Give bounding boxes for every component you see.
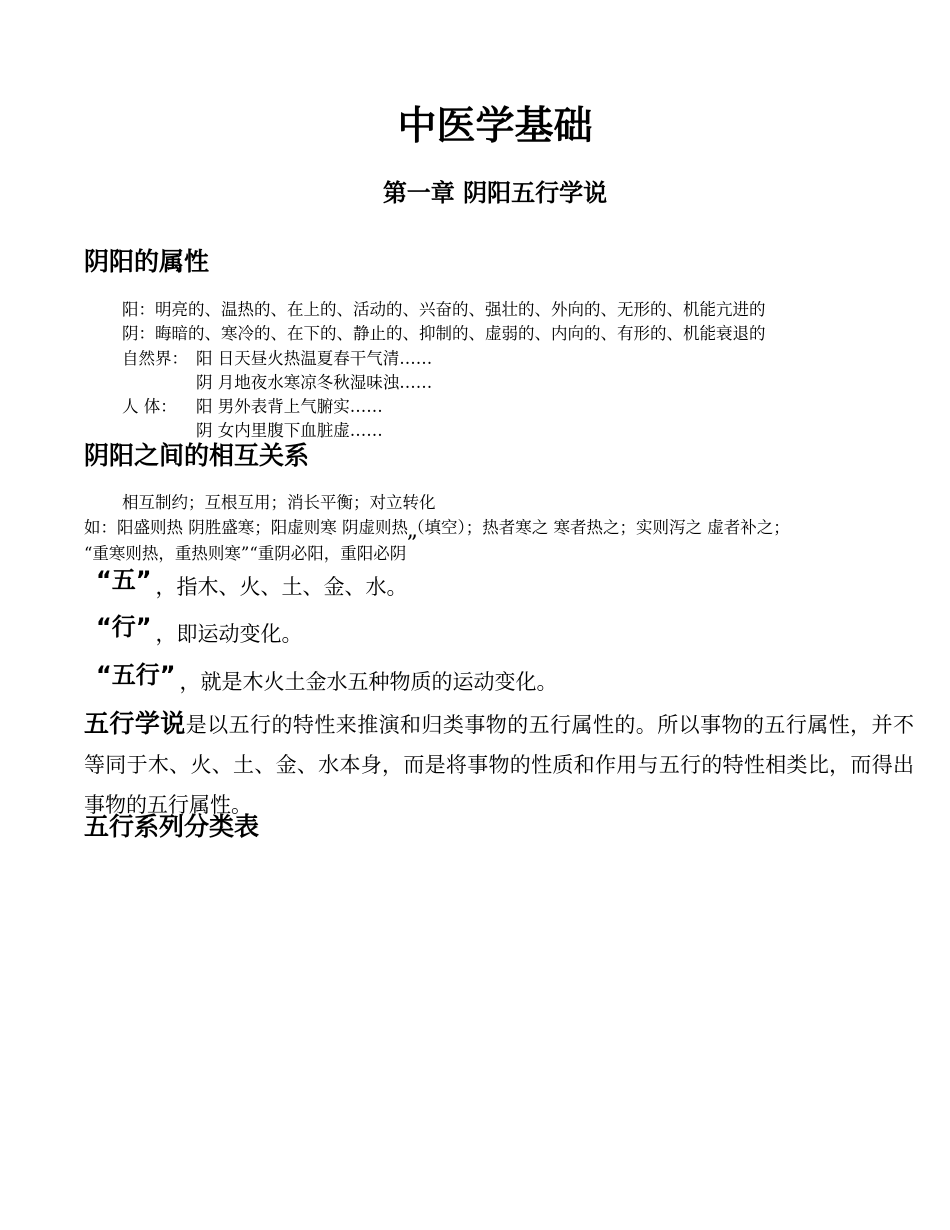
wuxing-term: “五行” — [96, 661, 176, 689]
section-heading-classification-table: 五行系列分类表 — [84, 812, 260, 841]
body-yang-line: 阳 男外表背上气腑实…… — [196, 397, 383, 416]
wu-definition — [96, 560, 408, 599]
chapter-title: 第一章 阴阳五行学说 — [382, 179, 608, 207]
nature-label: 自然界： — [122, 349, 188, 368]
relations-summary-line: 相互制约；互根互用；消长平衡；对立转化 — [122, 493, 436, 512]
relations-example-line: 如：阳盛则热 阴胜盛寒；阳虚则寒 阴虚则热（填空）；热者寒之 寒者热之；实则泻之 虚者补之； — [84, 518, 790, 537]
yin-attributes-line: 阴：晦暗的、寒冷的、在下的、静止的、抑制的、虚弱的、内向的、有形的、机能衰退的 — [122, 324, 766, 343]
xing-text: ，即运动变化。 — [155, 622, 303, 646]
wuxing-theory-term: 五行学说 — [84, 709, 186, 738]
xing-term: “行” — [96, 613, 152, 641]
nature-yang-line: 阳 日天昼火热温夏春干气清…… — [196, 349, 433, 368]
wu-text: ，指木、火、土、金、水。 — [155, 575, 408, 599]
body-yin-line: 阴 女内里腹下血脏虚…… — [196, 421, 383, 440]
xing-definition — [96, 607, 303, 646]
human-body-label: 人 体： — [122, 397, 177, 416]
relations-quote-text: “重寒则热，重热则寒”“重阴必阳，重阳必阴 — [84, 544, 407, 563]
wuxing-text: ，就是木火土金水五种物质的运动变化。 — [179, 670, 558, 694]
wuxing-theory-text: 是以五行的特性来推演和归类事物的五行属性的。所以事物的五行属性，并不等同于木、火、土、金、水本身，而是将事物的性质和作用与五行的特性相类比，而得出事物的五行属性。 — [84, 713, 914, 817]
section-heading-yinyang-attributes: 阴阳的属性 — [84, 247, 210, 276]
wu-term: “五” — [96, 566, 152, 594]
yang-attributes-line: 阳：明亮的、温热的、在上的、活动的、兴奋的、强壮的、外向的、无形的、机能亢进的 — [122, 300, 766, 319]
section-heading-yinyang-relations: 阴阳之间的相互关系 — [84, 441, 310, 470]
document-title: 中医学基础 — [397, 104, 593, 149]
wuxing-definition — [96, 655, 558, 694]
relations-quote-close: ” — [406, 532, 418, 557]
nature-yin-line: 阴 月地夜水寒凉冬秋湿味浊…… — [196, 373, 433, 392]
